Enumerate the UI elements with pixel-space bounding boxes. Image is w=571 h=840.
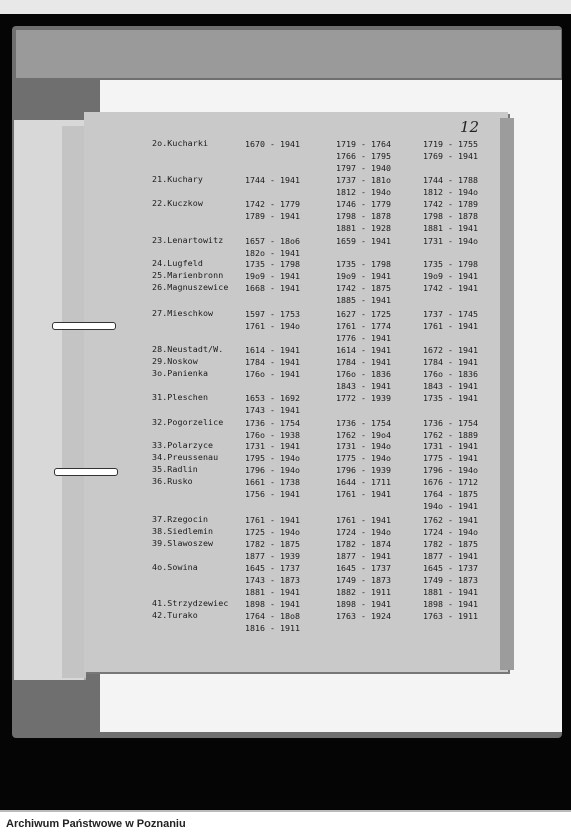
parish-name: 32.Pogorzelice (152, 417, 224, 427)
date-range-col3: 1762 - 1889 (423, 430, 478, 440)
date-range-col3: 1763 - 1911 (423, 611, 478, 621)
date-range-col1: 1661 - 1738 (245, 477, 300, 487)
page-stack-edge (500, 118, 514, 670)
parish-name: 36.Rusko (152, 476, 193, 486)
date-range-col2: 1882 - 1911 (336, 587, 391, 597)
parish-name: 23.Lenartowitz (152, 235, 224, 245)
date-range-col3: 1676 - 1712 (423, 477, 478, 487)
date-range-col2: 1644 - 1711 (336, 477, 391, 487)
parish-name: 26.Magnuszewice (152, 282, 229, 292)
date-range-col1: 1816 - 1911 (245, 623, 300, 633)
date-range-col2: 1782 - 1874 (336, 539, 391, 549)
date-range-col2: 176o - 1836 (336, 369, 391, 379)
date-range-col1: 1898 - 1941 (245, 599, 300, 609)
parish-name: 34.Preussenau (152, 452, 219, 462)
date-range-col3: 1762 - 1941 (423, 515, 478, 525)
parish-name: 42.Turako (152, 610, 198, 620)
date-range-col3: 1719 - 1755 (423, 139, 478, 149)
date-range-col2: 1776 - 1941 (336, 333, 391, 343)
parish-name: 28.Neustadt/W. (152, 344, 224, 354)
date-range-col3: 1736 - 1754 (423, 418, 478, 428)
archive-caption: Archiwum Państwowe w Poznaniu (6, 818, 186, 830)
parish-name: 37.Rzegocin (152, 514, 209, 524)
date-range-col1: 1742 - 1779 (245, 199, 300, 209)
date-range-col3: 1761 - 1941 (423, 321, 478, 331)
date-range-col1: 1735 - 1798 (245, 259, 300, 269)
date-range-col1: 1784 - 1941 (245, 357, 300, 367)
date-range-col2: 1737 - 181o (336, 175, 391, 185)
date-range-col2: 1659 - 1941 (336, 236, 391, 246)
date-range-col1: 176o - 1941 (245, 369, 300, 379)
date-range-col1: 1645 - 1737 (245, 563, 300, 573)
parish-name: 33.Polarzyce (152, 440, 214, 450)
date-range-col3: 1881 - 1941 (423, 223, 478, 233)
parish-name: 21.Kuchary (152, 174, 203, 184)
date-range-col1: 1657 - 18o6 (245, 236, 300, 246)
date-range-col3: 1735 - 1941 (423, 393, 478, 403)
date-range-col2: 1796 - 1939 (336, 465, 391, 475)
date-range-col1: 1761 - 194o (245, 321, 300, 331)
date-range-col2: 1812 - 194o (336, 187, 391, 197)
date-range-col2: 1749 - 1873 (336, 575, 391, 585)
date-range-col3: 1744 - 1788 (423, 175, 478, 185)
date-range-col2: 1797 - 1940 (336, 163, 391, 173)
date-range-col3: 1769 - 1941 (423, 151, 478, 161)
date-range-col3: 1724 - 194o (423, 527, 478, 537)
date-range-col1: 1653 - 1692 (245, 393, 300, 403)
parish-name: 39.Slawoszew (152, 538, 214, 548)
date-range-col2: 1843 - 1941 (336, 381, 391, 391)
date-range-col2: 1736 - 1754 (336, 418, 391, 428)
date-range-col3: 1731 - 194o (423, 236, 478, 246)
date-range-col2: 1775 - 194o (336, 453, 391, 463)
date-range-col2: 1746 - 1779 (336, 199, 391, 209)
date-range-col3: 1737 - 1745 (423, 309, 478, 319)
date-range-col2: 1772 - 1939 (336, 393, 391, 403)
date-range-col1: 1744 - 1941 (245, 175, 300, 185)
date-range-col3: 1881 - 1941 (423, 587, 478, 597)
date-range-col3: 19o9 - 1941 (423, 271, 478, 281)
date-range-col2: 1877 - 1941 (336, 551, 391, 561)
parish-name: 27.Mieschkow (152, 308, 214, 318)
date-range-col3: 1843 - 1941 (423, 381, 478, 391)
date-range-col1: 1725 - 194o (245, 527, 300, 537)
date-range-col3: 1742 - 1789 (423, 199, 478, 209)
date-range-col1: 1743 - 1941 (245, 405, 300, 415)
date-range-col2: 1731 - 194o (336, 441, 391, 451)
date-range-col3: 1645 - 1737 (423, 563, 478, 573)
parish-name: 22.Kuczkow (152, 198, 203, 208)
date-range-col3: 176o - 1836 (423, 369, 478, 379)
date-range-col3: 1764 - 1875 (423, 489, 478, 499)
date-range-col1: 1761 - 1941 (245, 515, 300, 525)
date-range-col2: 1784 - 1941 (336, 357, 391, 367)
date-range-col2: 1763 - 1924 (336, 611, 391, 621)
date-range-col3: 1782 - 1875 (423, 539, 478, 549)
date-range-col1: 1796 - 194o (245, 465, 300, 475)
date-range-col2: 1614 - 1941 (336, 345, 391, 355)
date-range-col1: 1614 - 1941 (245, 345, 300, 355)
date-range-col1: 1881 - 1941 (245, 587, 300, 597)
parish-name: 41.Strzydzewiec (152, 598, 229, 608)
parish-name: 24.Lugfeld (152, 258, 203, 268)
date-range-col1: 19o9 - 1941 (245, 271, 300, 281)
footer-divider (0, 810, 571, 812)
date-range-col3: 1731 - 1941 (423, 441, 478, 451)
parish-name: 31.Pleschen (152, 392, 209, 402)
date-range-col1: 1670 - 1941 (245, 139, 300, 149)
date-range-col2: 1761 - 1774 (336, 321, 391, 331)
binder-board-top (16, 30, 561, 78)
date-range-col2: 1719 - 1764 (336, 139, 391, 149)
date-range-col2: 1881 - 1928 (336, 223, 391, 233)
date-range-col3: 1742 - 1941 (423, 283, 478, 293)
parish-name: 3o.Panienka (152, 368, 209, 378)
page-number: 12 (460, 118, 480, 136)
date-range-col2: 1762 - 19o4 (336, 430, 391, 440)
date-range-col2: 1742 - 1875 (336, 283, 391, 293)
date-range-col3: 194o - 1941 (423, 501, 478, 511)
parish-name: 2o.Kucharki (152, 138, 209, 148)
date-range-col1: 1731 - 1941 (245, 441, 300, 451)
date-range-col3: 1898 - 1941 (423, 599, 478, 609)
date-range-col2: 1798 - 1878 (336, 211, 391, 221)
parish-name: 4o.Sowina (152, 562, 198, 572)
parish-name: 29.Noskow (152, 356, 198, 366)
parish-name: 25.Marienbronn (152, 270, 224, 280)
date-range-col1: 1764 - 18o8 (245, 611, 300, 621)
date-range-col1: 1743 - 1873 (245, 575, 300, 585)
date-range-col1: 1877 - 1939 (245, 551, 300, 561)
parish-name: 38.Siedlemin (152, 526, 214, 536)
date-range-col1: 1782 - 1875 (245, 539, 300, 549)
date-range-col1: 1736 - 1754 (245, 418, 300, 428)
date-range-col2: 1885 - 1941 (336, 295, 391, 305)
date-range-col3: 1877 - 1941 (423, 551, 478, 561)
date-range-col3: 1735 - 1798 (423, 259, 478, 269)
date-range-col3: 1784 - 1941 (423, 357, 478, 367)
parish-name: 35.Radlin (152, 464, 198, 474)
date-range-col2: 1761 - 1941 (336, 489, 391, 499)
date-range-col2: 1766 - 1795 (336, 151, 391, 161)
date-range-col1: 1756 - 1941 (245, 489, 300, 499)
date-range-col3: 1749 - 1873 (423, 575, 478, 585)
date-range-col1: 176o - 1938 (245, 430, 300, 440)
top-strip (0, 0, 571, 14)
date-range-col2: 1645 - 1737 (336, 563, 391, 573)
binder-ring-upper (52, 322, 116, 330)
binder-ring-lower (54, 468, 118, 476)
date-range-col1: 1795 - 194o (245, 453, 300, 463)
date-range-col2: 1761 - 1941 (336, 515, 391, 525)
date-range-col3: 1796 - 194o (423, 465, 478, 475)
date-range-col3: 1798 - 1878 (423, 211, 478, 221)
date-range-col2: 19o9 - 1941 (336, 271, 391, 281)
date-range-col3: 1775 - 1941 (423, 453, 478, 463)
date-range-col1: 182o - 1941 (245, 248, 300, 258)
date-range-col2: 1735 - 1798 (336, 259, 391, 269)
date-range-col1: 1597 - 1753 (245, 309, 300, 319)
date-range-col3: 1672 - 1941 (423, 345, 478, 355)
binder-spine (62, 126, 86, 678)
date-range-col1: 1789 - 1941 (245, 211, 300, 221)
date-range-col2: 1898 - 1941 (336, 599, 391, 609)
date-range-col1: 1668 - 1941 (245, 283, 300, 293)
date-range-col2: 1627 - 1725 (336, 309, 391, 319)
date-range-col3: 1812 - 194o (423, 187, 478, 197)
date-range-col2: 1724 - 194o (336, 527, 391, 537)
